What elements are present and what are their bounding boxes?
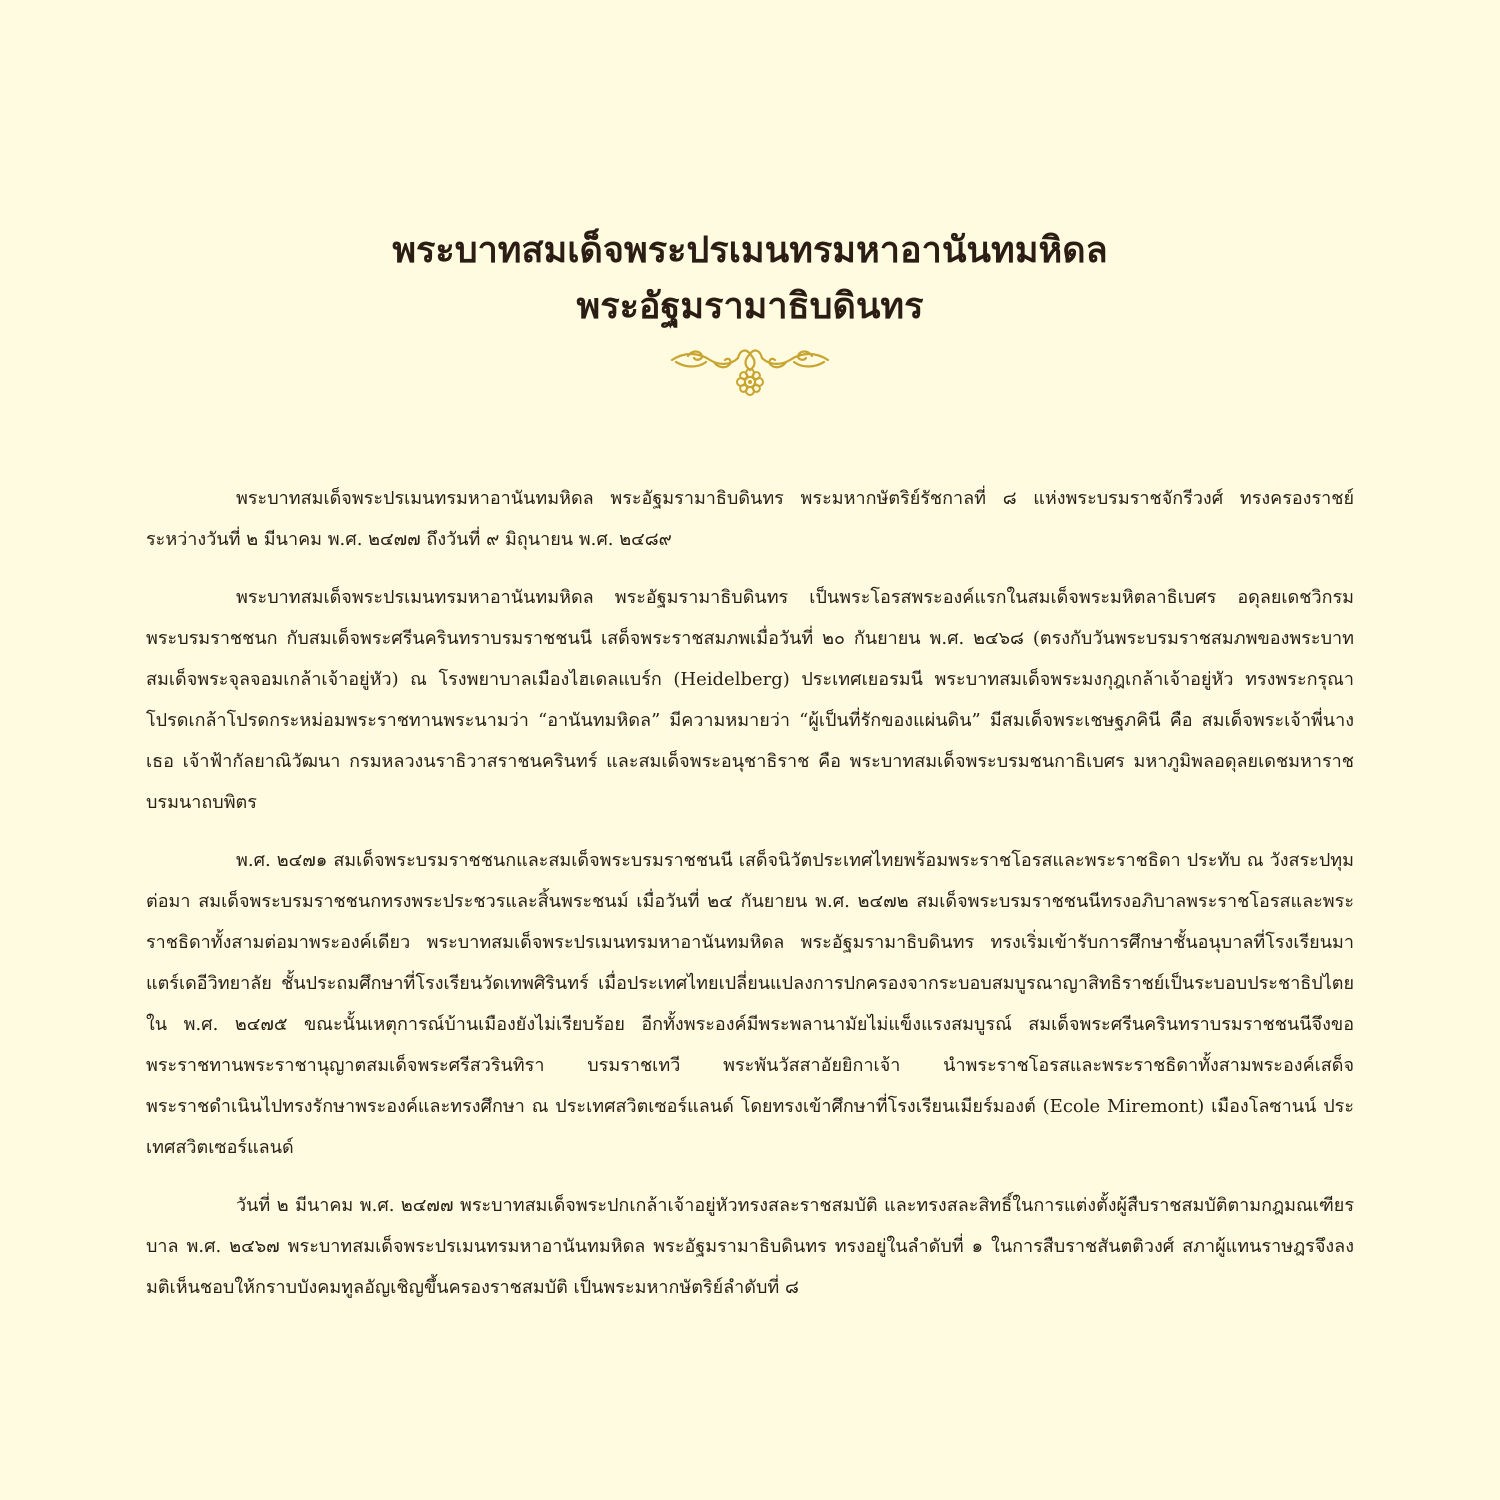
title-line-2: พระอัฐมรามาธิบดินทร: [576, 285, 924, 327]
paragraph-2: พระบาทสมเด็จพระปรเมนทรมหาอานันทมหิดล พระอัฐมรามาธิบดินทร เป็นพระโอรสพระองค์แรกในสมเด็จพระมหิตลาธิเบศร อดุลยเดชวิกรม พระบรมราชชนก กับสมเด็จพระศรีนครินทราบรมราชชนนี เสด็จพระราชสมภพเมื่อวันที่ ๒๐ กันยายน พ.ศ. ๒๔๖๘ (ตรงกับวันพระบรมราชสมภพของพระบาทสมเด็จพระจุลจอมเกล้าเจ้าอยู่หัว) ณ โรงพยาบาลเมืองไฮเดลแบร์ก (Heidelberg) ประเทศเยอรมนี พระบาทสมเด็จพระมงกุฎเกล้าเจ้าอยู่หัว ทรงพระกรุณาโปรดเกล้าโปรดกระหม่อมพระราชทานพระนามว่า “อานันทมหิดล” มีความหมายว่า “ผู้เป็นที่รักของแผ่นดิน” มีสมเด็จพระเชษฐภคินี คือ สมเด็จพระเจ้าพี่นางเธอ เจ้าฟ้ากัลยาณิวัฒนา กรมหลวงนราธิวาสราชนครินทร์ และสมเด็จพระอนุชาธิราช คือ พระบาทสมเด็จพระบรมชนกาธิเบศร มหาภูมิพลอดุลยเดชมหาราช บรมนาถบพิตร: [146, 587, 1354, 813]
paragraph-3: พ.ศ. ๒๔๗๑ สมเด็จพระบรมราชชนกและสมเด็จพระบรมราชชนนี เสด็จนิวัตประเทศไทยพร้อมพระราชโอรสและพระราชธิดา ประทับ ณ วังสระปทุม ต่อมา สมเด็จพระบรมราชชนกทรงพระประชวรและสิ้นพระชนม์ เมื่อวันที่ ๒๔ กันยายน พ.ศ. ๒๔๗๒ สมเด็จพระบรมราชชนนีทรงอภิบาลพระราชโอรสและพระราชธิดาทั้งสามต่อมาพระองค์เดียว พระบาทสมเด็จพระปรเมนทรมหาอานันทมหิดล พระอัฐมรามาธิบดินทร ทรงเริ่มเข้ารับการศึกษาชั้นอนุบาลที่โรงเรียนมาแตร์เดอีวิทยาลัย ชั้นประถมศึกษาที่โรงเรียนวัดเทพศิรินทร์ เมื่อประเทศไทยเปลี่ยนแปลงการปกครองจากระบอบสมบูรณาญาสิทธิราชย์เป็นระบอบประชาธิปไตยใน พ.ศ. ๒๔๗๕ ขณะนั้นเหตุการณ์บ้านเมืองยังไม่เรียบร้อย อีกทั้งพระองค์มีพระพลานามัยไม่แข็งแรงสมบูรณ์ สมเด็จพระศรีนครินทราบรมราชชนนีจึงขอพระราชทานพระราชานุญาตสมเด็จพระศรีสวรินทิรา บรมราชเทวี พระพันวัสสาอัยยิกาเจ้า นำพระราชโอรสและพระราชธิดาทั้งสามพระองค์เสด็จพระราชดำเนินไปทรงรักษาพระองค์และทรงศึกษา ณ ประเทศสวิตเซอร์แลนด์ โดยทรงเข้าศึกษาที่โรงเรียนเมียร์มองต์ (Ecole Miremont) เมืองโลซานน์ ประเทศสวิตเซอร์แลนด์: [146, 850, 1354, 1158]
paragraph-1: พระบาทสมเด็จพระปรเมนทรมหาอานันทมหิดล พระอัฐมรามาธิบดินทร พระมหากษัตริย์รัชกาลที่ ๘ แห่งพระบรมราชจักรีวงศ์ ทรงครองราชย์ระหว่างวันที่ ๒ มีนาคม พ.ศ. ๒๔๗๗ ถึงวันที่ ๙ มิถุนายน พ.ศ. ๒๔๘๙: [146, 488, 1354, 550]
paragraph-4: วันที่ ๒ มีนาคม พ.ศ. ๒๔๗๗ พระบาทสมเด็จพระปกเกล้าเจ้าอยู่หัวทรงสละราชสมบัติ และทรงสละสิทธิ์ในการแต่งตั้งผู้สืบราชสมบัติตามกฎมณเฑียรบาล พ.ศ. ๒๔๖๗ พระบาทสมเด็จพระปรเมนทรมหาอานันทมหิดล พระอัฐมรามาธิบดินทร ทรงอยู่ในลำดับที่ ๑ ในการสืบราชสันตติวงศ์ สภาผู้แทนราษฎรจึงลงมติเห็นชอบให้กราบบังคมทูลอัญเชิญขึ้นครองราชสมบัติ เป็นพระมหากษัตริย์ลำดับที่ ๘: [146, 1195, 1354, 1298]
document-title: [0, 222, 1500, 334]
thai-floral-ornament-icon: [668, 342, 832, 398]
title-line-1: พระบาทสมเด็จพระปรเมนทรมหาอานันทมหิดล: [392, 229, 1108, 271]
document-body: [146, 478, 1354, 1325]
